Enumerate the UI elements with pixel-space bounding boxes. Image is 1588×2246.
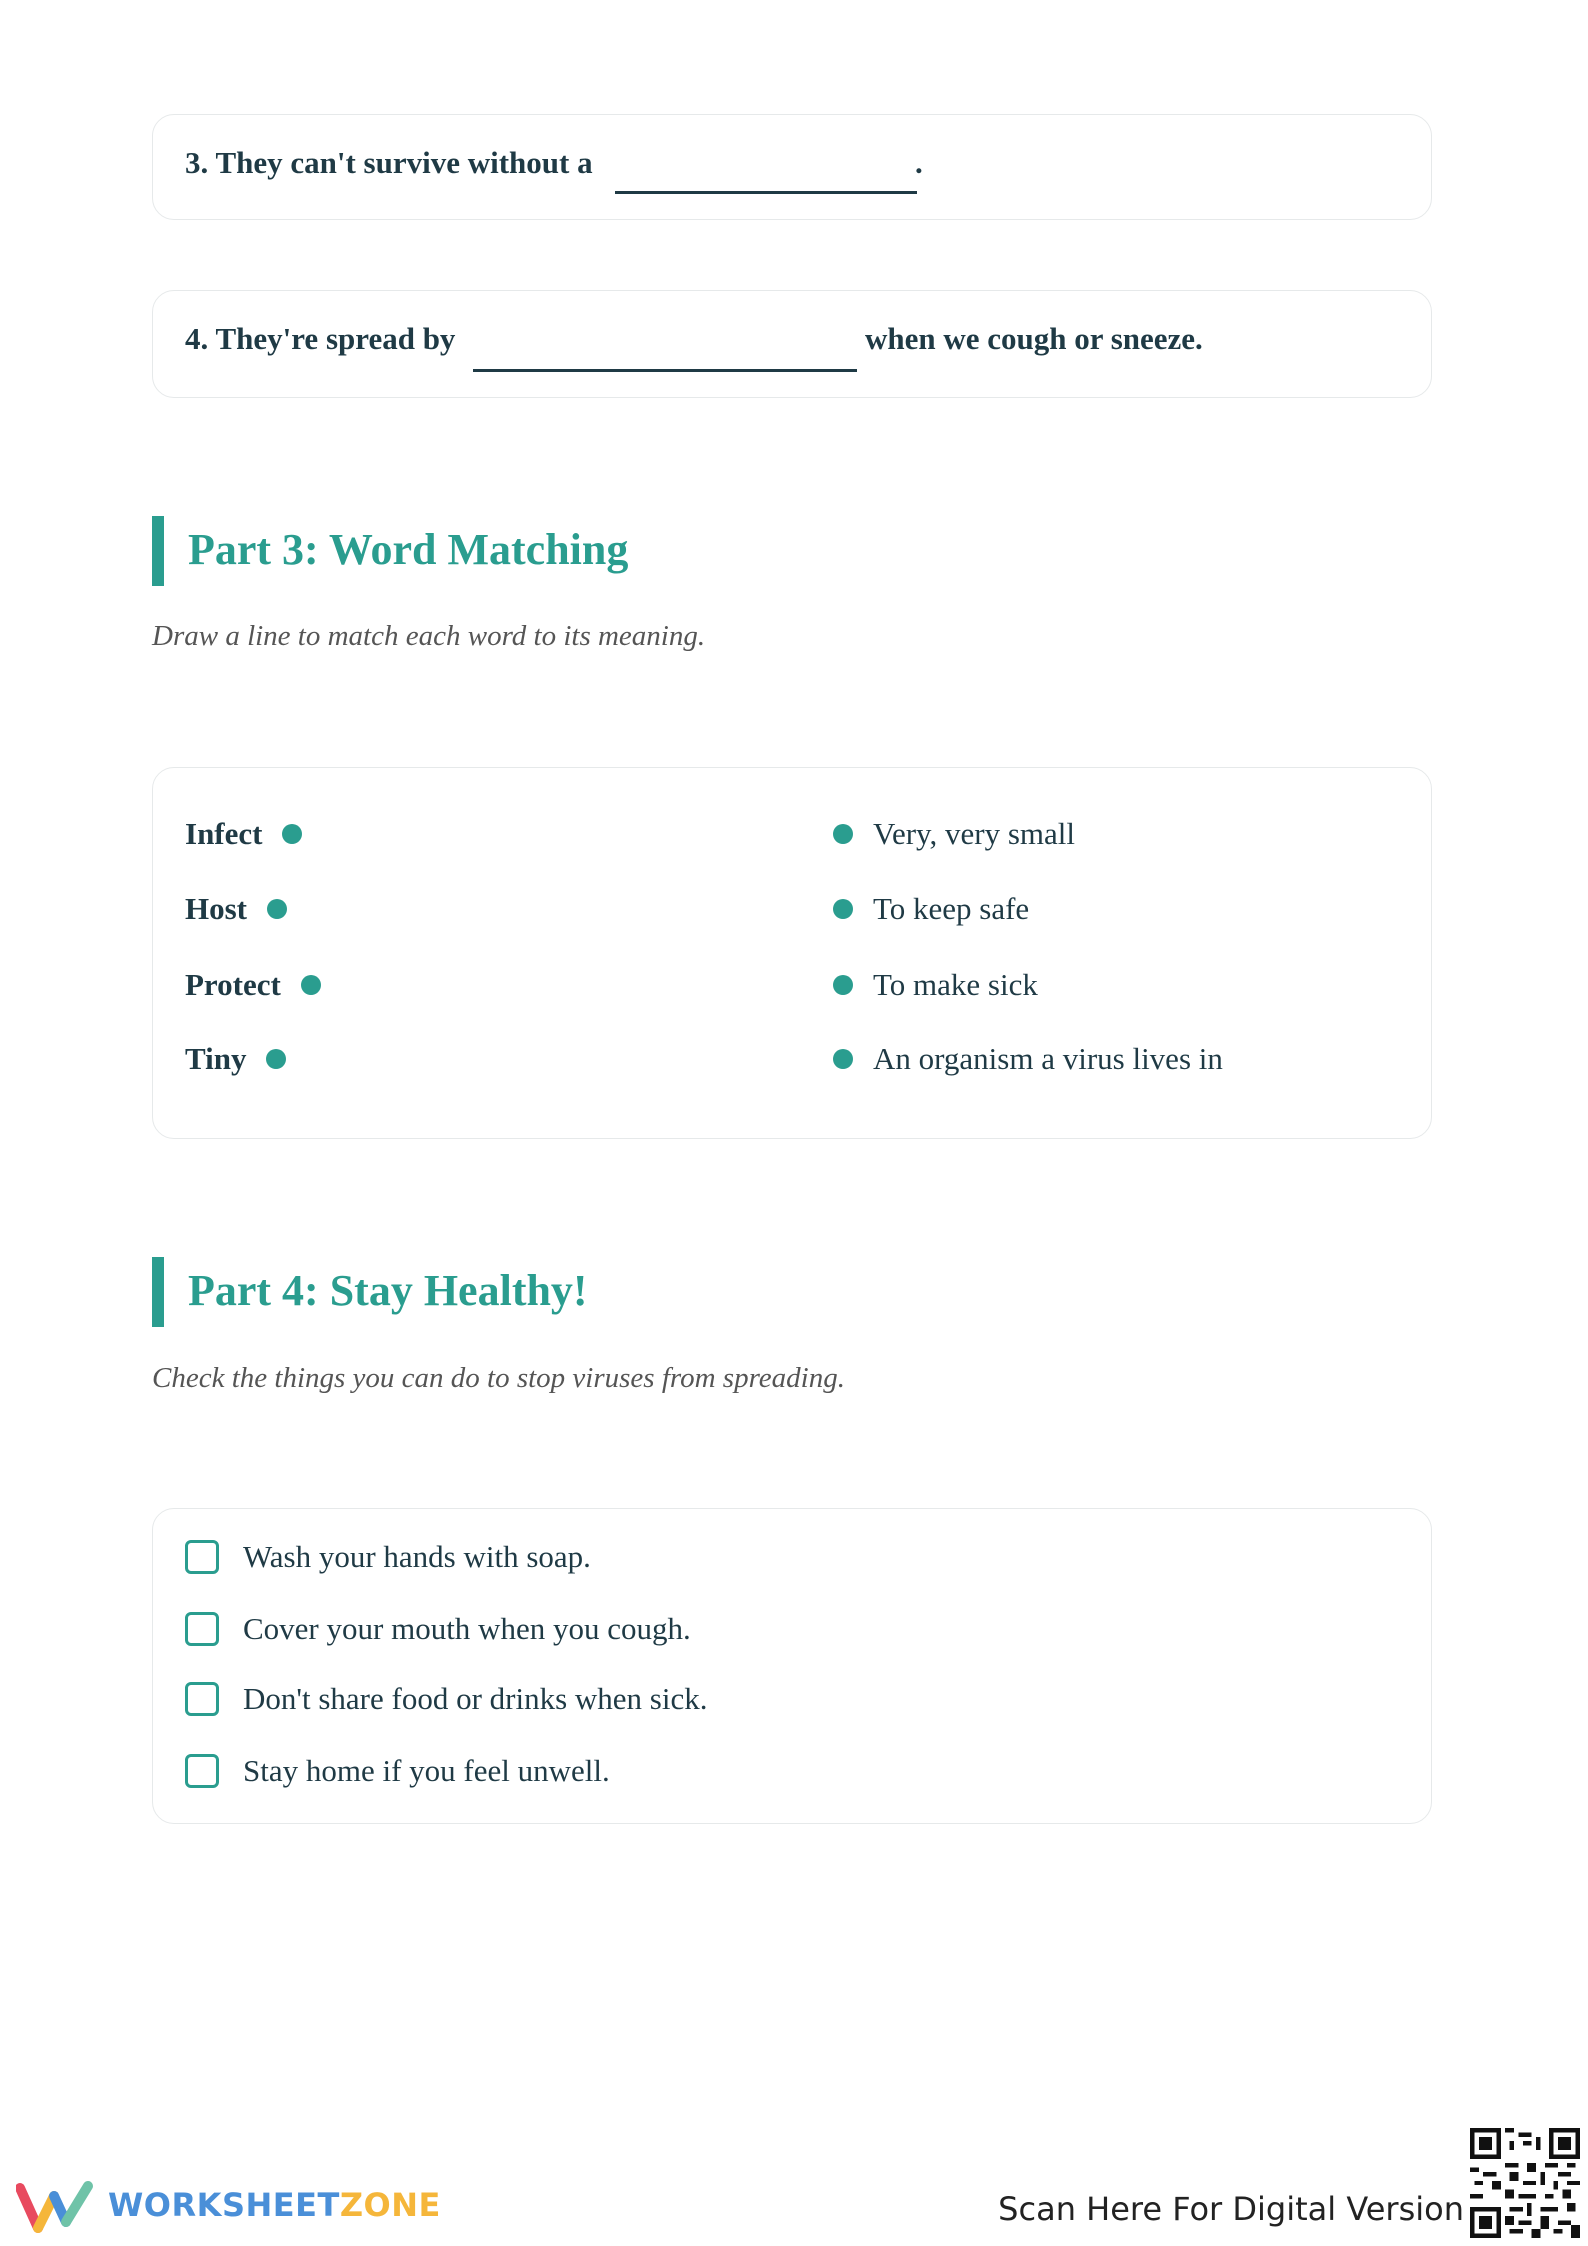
checklist-item-label: Don't share food or drinks when sick.	[243, 1681, 708, 1716]
fill-blank-card-3	[152, 114, 1432, 220]
match-definition-label: An organism a virus lives in	[873, 1041, 1223, 1076]
brand-part2: ZONE	[339, 2186, 441, 2224]
brand-part1: WORKSHEET	[108, 2186, 340, 2224]
match-dot[interactable]	[301, 975, 321, 995]
checklist-item[interactable]	[185, 1537, 591, 1577]
match-dot[interactable]	[833, 975, 853, 995]
checkbox[interactable]	[185, 1540, 219, 1574]
checklist-item-label: Stay home if you feel unwell.	[243, 1753, 610, 1788]
stay-healthy-checklist-card	[152, 1508, 1432, 1824]
match-dot[interactable]	[267, 899, 287, 919]
part3-instruction: Draw a line to match each word to its meaning.	[152, 620, 706, 652]
match-word-protect[interactable]	[185, 965, 321, 1005]
answer-blank-line[interactable]	[615, 191, 917, 194]
answer-blank-line[interactable]	[473, 369, 857, 372]
match-dot[interactable]	[833, 824, 853, 844]
match-word-infect[interactable]	[185, 814, 302, 854]
scan-digital-version-text: Scan Here For Digital Version	[998, 2190, 1464, 2228]
checkbox[interactable]	[185, 1754, 219, 1788]
match-definition-2[interactable]	[833, 889, 1029, 929]
match-word-host[interactable]	[185, 889, 287, 929]
match-definition-label: Very, very small	[873, 816, 1076, 851]
footer-brand	[108, 2186, 441, 2224]
checklist-item-label: Cover your mouth when you cough.	[243, 1611, 691, 1646]
fill-blank-text-before: 4. They're spread by	[185, 321, 456, 356]
part4-instruction: Check the things you can do to stop viruses from spreading.	[152, 1362, 845, 1394]
fill-blank-card-4	[152, 290, 1432, 398]
checklist-item[interactable]	[185, 1679, 707, 1719]
match-definition-label: To keep safe	[873, 891, 1030, 926]
match-word-label: Host	[185, 891, 247, 926]
checklist-item-label: Wash your hands with soap.	[243, 1539, 591, 1574]
fill-blank-text-before: 3. They can't survive without a	[185, 145, 593, 180]
match-word-label: Tiny	[185, 1041, 247, 1076]
checkbox[interactable]	[185, 1612, 219, 1646]
worksheetzone-logo-icon	[16, 2178, 96, 2234]
match-dot[interactable]	[833, 1049, 853, 1069]
checklist-item[interactable]	[185, 1609, 691, 1649]
match-word-label: Infect	[185, 816, 263, 851]
section-accent-bar	[152, 516, 164, 586]
part4-title: Part 4: Stay Healthy!	[188, 1266, 588, 1315]
fill-blank-text-after: .	[915, 145, 923, 180]
match-definition-4[interactable]	[833, 1039, 1223, 1079]
qr-code-icon[interactable]	[1470, 2128, 1580, 2238]
section-accent-bar	[152, 1257, 164, 1327]
fill-blank-text-after: when we cough or sneeze.	[865, 321, 1203, 356]
part3-title: Part 3: Word Matching	[188, 525, 629, 574]
checkbox[interactable]	[185, 1682, 219, 1716]
match-definition-label: To make sick	[873, 967, 1038, 1002]
match-definition-3[interactable]	[833, 965, 1038, 1005]
word-matching-card	[152, 767, 1432, 1139]
match-dot[interactable]	[282, 824, 302, 844]
checklist-item[interactable]	[185, 1751, 610, 1791]
match-word-label: Protect	[185, 967, 281, 1002]
match-definition-1[interactable]	[833, 814, 1075, 854]
match-dot[interactable]	[833, 899, 853, 919]
match-dot[interactable]	[266, 1049, 286, 1069]
match-word-tiny[interactable]	[185, 1039, 286, 1079]
